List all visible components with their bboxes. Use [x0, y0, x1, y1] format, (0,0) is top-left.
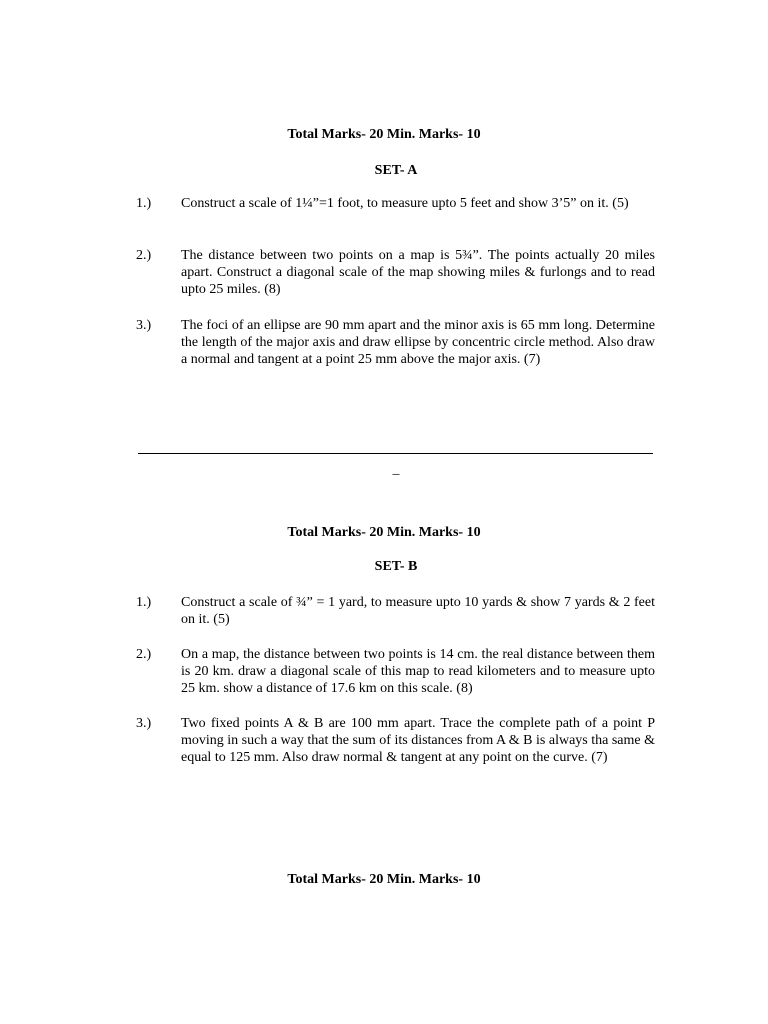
question-number: 3.)	[136, 318, 152, 333]
question-text: Construct a scale of ¾” = 1 yard, to measure upto 10 yards & show 7 yards & 2 feet on it. (5)	[181, 595, 655, 627]
question-text: Construct a scale of 1¼”=1 foot, to measure upto 5 feet and show 3’5” on it. (5)	[181, 196, 629, 211]
set-b-title: SET- B	[374, 559, 418, 574]
section-divider-dash: _	[392, 462, 400, 477]
set-a-marks-heading: Total Marks- 20 Min. Marks- 10	[287, 127, 481, 142]
question-text: The foci of an ellipse are 90 mm apart and the minor axis is 65 mm long. Determine the length of the major axis and draw ellipse by concentric circle method. Also draw a normal and tangent at a point 25 mm above the major axis. (7)	[181, 318, 655, 367]
question-text: On a map, the distance between two points is 14 cm. the real distance between them is 20 km. draw a diagonal scale of this map to read kilometers and to measure upto 25 km. show a distance of 17.6 km on this scale. (8)	[181, 647, 655, 696]
question-number: 2.)	[136, 647, 152, 662]
section-divider-line	[138, 453, 653, 454]
question-number: 3.)	[136, 716, 152, 731]
question-number: 1.)	[136, 196, 152, 211]
question-number: 1.)	[136, 595, 152, 610]
question-text: Two fixed points A & B are 100 mm apart. Trace the complete path of a point P moving in such a way that the sum of its distances from A & B is always tha same & equal to 125 mm. Also draw normal & tangent at any point on the curve. (7)	[181, 716, 655, 765]
set-b-marks-heading: Total Marks- 20 Min. Marks- 10	[287, 525, 481, 540]
question-text: The distance between two points on a map is 5¾”. The points actually 20 miles apart. Construct a diagonal scale of the map showing miles & furlongs and to read upto 25 miles. (8)	[181, 248, 655, 297]
set-c-marks-heading: Total Marks- 20 Min. Marks- 10	[287, 872, 481, 887]
question-number: 2.)	[136, 248, 152, 263]
set-a-title: SET- A	[374, 163, 418, 178]
